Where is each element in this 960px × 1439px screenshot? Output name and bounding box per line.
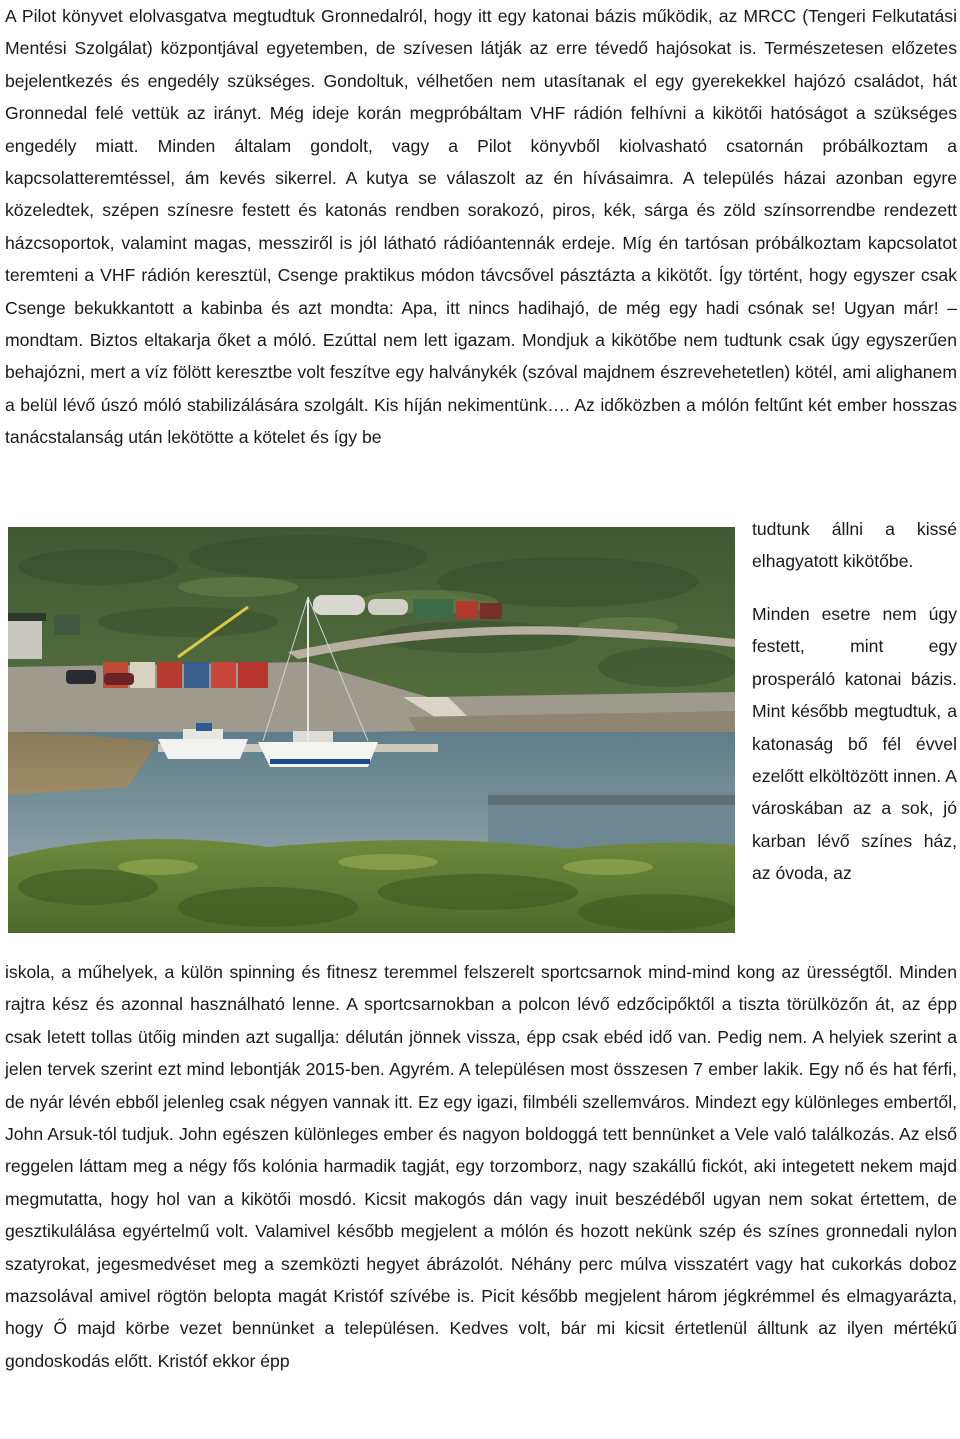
paragraph-bottom: iskola, a műhelyek, a külön spinning és fitnesz teremmel felszerelt sportcsarnok mind-mind kong az ürességtől. Minden rajtra kész és azonnal használható lenne. A sportcsarnokban a polcon lévő edzőcipőktől a tiszta törülközőn át, az épp csak letett tollas ütőig minden azt sugallja: délután jönnek vissza, épp csak ebéd idő van. Pedig nem. A helyiek szerint a jelen tervek szerint ezt mind lebontják 2015-ben. Agyrém. A településen most összesen 7 ember lakik. Egy nő és hat férfi, de nyár lévén ebből jelenleg csak négyen vannak itt. Ez egy igazi, filmbéli szellemváros. Mindezt egy különleges embertől, John Arsuk-tól tudjuk. John egészen különleges ember és nagyon boldoggá tett bennünket a Vele való találkozás. Az első reggelen láttam meg a négy fős kolónia harmadik tagját, egy torzomborz, nagy szakállú fickót, aki integetett nekem majd megmutatta, hogy hol van a kikötői mosdó. Kicsit makogós dán vagy inuit beszédéből ugyan nem sokat értettem, de gesztikulálása egyértelmű volt. Valamivel később megjelent a mólón és hozott nekünk szép és színes gronnedali nylon szatyrokat, jegesmedvéset meg a szemközti hegyet ábrázolót. Néhány perc múlva visszatért vagy hat cukorkás doboz mazsolával amivel rögtön belopta magát Kristóf szívébe is. Picit később megjelent három jégkrémmel és elmagyarázta, hogy Ő majd körbe vezet bennünket a településen. Kedves volt, bár mi kicsit értetlenül álltunk az ilyen mértékű gondoskodás előtt. Kristóf ekkor épp	[5, 962, 957, 1371]
paragraph-top: A Pilot könyvet elolvasgatva megtudtuk Gronnedalról, hogy itt egy katonai bázis működik, az MRCC (Tengeri Felkutatási Mentési Szolgálat) központjával egyetemben, de szívesen látják az erre tévedő hajósokat is. Természetesen előzetes bejelentkezés és engedély szükséges. Gondoltuk, vélhetően nem utasítanak el egy gyerekekkel hajózó családot, hát Gronnedal felé vettük az irányt. Még ideje korán megpróbáltam VHF rádión felhívni a kikötői hatóságot a szükséges engedély miatt. Minden általam gondolt, vagy a Pilot könyvből kiolvasható csatornán próbálkoztam a kapcsolatteremtéssel, ám kevés sikerrel. A kutya se válaszolt az én hívásaimra. A település házai azonban egyre közeledtek, szépen színesre festett és katonás rendben sorakozó, piros, kék, sárga és zöld színsorrendbe rendezett házcsoportok, valamint magas, messziről is jól látható rádióantennák erdeje. Míg én tartósan próbálkoztam kapcsolatot teremteni a VHF rádión keresztül, Csenge praktikus módon távcsővel pásztázta a kikötőt. Így történt, hogy egyszer csak Csenge bekukkantott a kabinba és azt mondta: Apa, itt nincs hadihajó, de még egy hadi csónak se! Ugyan már! – mondtam. Biztos eltakarja őket a móló. Ezúttal nem lett igazam. Mondjuk a kikötőbe nem tudtunk csak úgy egyszerűen behajózni, mert a víz fölött keresztbe volt feszítve egy halványkék (szóval majdnem észrevehetetlen) kötél, ami alighanem a belül lévő úszó móló stabilizálására szolgált. Kis híján nekimentünk…. Az időközben a mólón feltűnt két ember hosszas tanácstalanság után lekötötte a kötelet és így be	[5, 6, 957, 448]
harbor-photo	[8, 527, 735, 933]
side-text-2: Minden esetre nem úgy festett, mint egy prosperáló katonai bázis. Mint később megtudtuk, a katonaság bő fél évvel ezelőtt elköltözött innen. A városkában az a sok, jó karban lévő színes ház, az óvoda, az	[752, 604, 957, 884]
side-text-1: tudtunk állni a kissé elhagyatott kikötőbe.	[752, 519, 957, 572]
